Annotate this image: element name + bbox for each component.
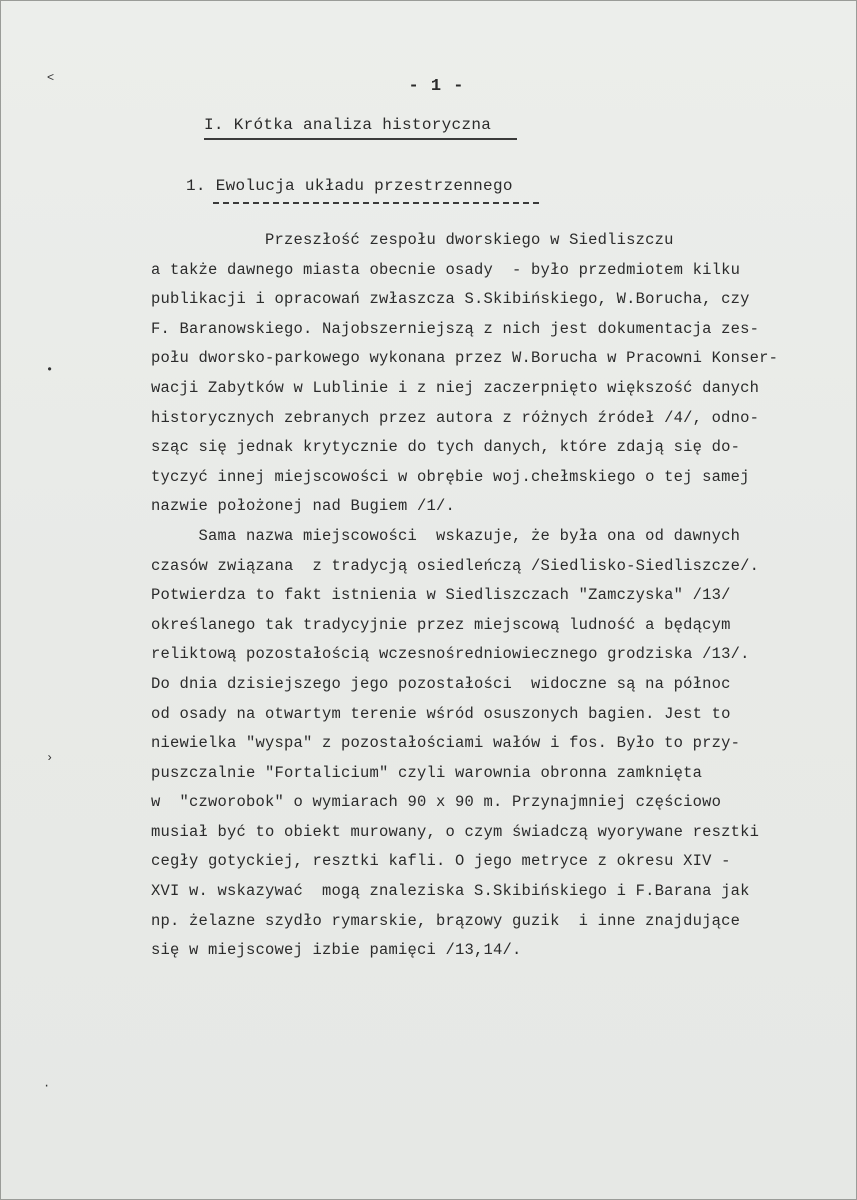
body-line: czasów związana z tradycją osiedleńczą /Siedlisko-Siedliszcze/. xyxy=(151,556,760,575)
body-line: wacji Zabytków w Lublinie i z niej zaczerpnięto większość danych xyxy=(151,378,760,397)
body-line: puszczalnie "Fortalicium" czyli warownia obronna zamknięta xyxy=(151,763,703,782)
body-line: reliktową pozostałością wczesnośredniowiecznego grodziska /13/. xyxy=(151,645,750,664)
body-text xyxy=(151,226,841,966)
margin-mark: › xyxy=(46,751,54,765)
body-line: musiał być to obiekt murowany, o czym świadczą wyorywane resztki xyxy=(151,822,760,841)
margin-mark: · xyxy=(43,1079,51,1093)
body-line: historycznych zebranych przez autora z różnych źródeł /4/, odno- xyxy=(151,408,760,427)
body-line: F. Baranowskiego. Najobszerniejszą z nich jest dokumentacja zes- xyxy=(151,319,760,338)
body-line: Sama nazwa miejscowości wskazuje, że była ona od dawnych xyxy=(151,526,741,545)
body-line: Do dnia dzisiejszego jego pozostałości widoczne są na północ xyxy=(151,674,731,693)
page-number: - 1 - xyxy=(408,77,465,96)
margin-mark: • xyxy=(46,363,54,377)
section-title: 1. Ewolucja układu przestrzennego xyxy=(186,177,513,195)
body-line: od osady na otwartym terenie wśród osuszonych bagien. Jest to xyxy=(151,704,731,723)
body-line: sząc się jednak krytycznie do tych danych, które zdają się do- xyxy=(151,438,741,457)
chapter-title: I. Krótka analiza historyczna xyxy=(204,116,517,140)
body-line: Przeszłość zespołu dworskiego w Siedliszczu xyxy=(151,231,674,249)
body-line: niewielka "wyspa" z pozostałościami wałów i fos. Było to przy- xyxy=(151,734,741,753)
body-line: Potwierdza to fakt istnienia w Siedliszczach "Zamczyska" /13/ xyxy=(151,586,731,605)
margin-mark: ˂ xyxy=(47,71,55,85)
body-line: połu dworsko-parkowego wykonana przez W.Borucha w Pracowni Konser- xyxy=(151,349,779,368)
body-line: cegły gotyckiej, resztki kafli. O jego metryce z okresu XIV - xyxy=(151,852,731,871)
body-line: się w miejscowej izbie pamięci /13,14/. xyxy=(151,941,522,960)
body-line: np. żelazne szydło rymarskie, brązowy guzik i inne znajdujące xyxy=(151,911,741,930)
body-line: nazwie położonej nad Bugiem /1/. xyxy=(151,497,456,516)
body-line: publikacji i opracowań zwłaszcza S.Skibińskiego, W.Borucha, czy xyxy=(151,290,750,309)
body-line: XVI w. wskazywać mogą znaleziska S.Skibińskiego i F.Barana jak xyxy=(151,882,750,901)
body-line: a także dawnego miasta obecnie osady - było przedmiotem kilku xyxy=(151,260,741,279)
body-line: w "czworobok" o wymiarach 90 x 90 m. Przynajmniej częściowo xyxy=(151,793,722,812)
section-title-underline xyxy=(213,202,539,204)
body-line: określanego tak tradycyjnie przez miejscową ludność a będącym xyxy=(151,615,731,634)
body-line: tyczyć innej miejscowości w obrębie woj.chełmskiego o tej samej xyxy=(151,467,750,486)
